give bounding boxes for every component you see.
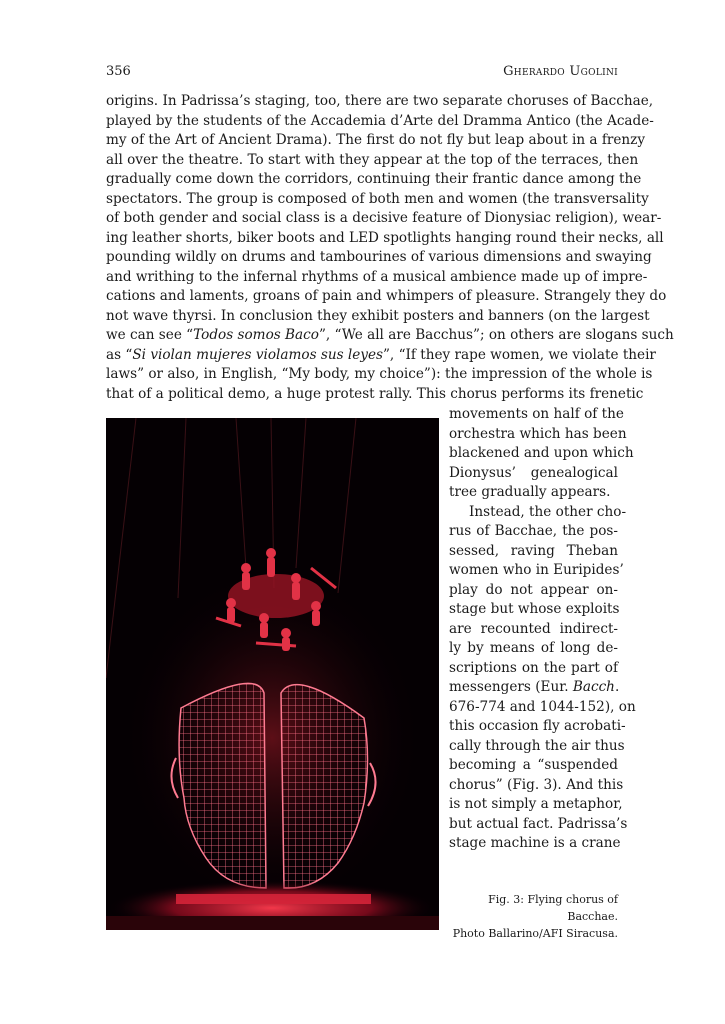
- text-line: ing leather shorts, biker boots and LED spotlights hanging round their necks, all: [106, 229, 664, 246]
- figure-caption: [440, 891, 618, 942]
- text-line: Dionysus’ genealogical: [449, 464, 618, 481]
- text-line: and writhing to the infernal rhythms of a musical ambience made up of impre-: [106, 268, 648, 285]
- text-segment: we can see “: [106, 327, 194, 343]
- text-line: [106, 326, 674, 346]
- text-line: scriptions on the part of: [449, 659, 618, 676]
- text-line: women who in Euripides’: [449, 562, 624, 578]
- text-line: orchestra which has been: [449, 425, 627, 442]
- text-line: ly by means of long de-: [449, 640, 618, 656]
- running-head-author: Gherardo Ugolini: [503, 64, 618, 79]
- text-segment: as “: [106, 346, 133, 363]
- text-line: pounding wildly on drums and tambourines of various dimensions and swaying: [106, 249, 652, 265]
- caption-line: Fig. 3: Flying chorus of Bacchae.: [488, 893, 618, 923]
- text-line: stage machine is a crane: [449, 835, 621, 851]
- text-line: are recounted indirect-: [449, 620, 618, 637]
- text-line: [106, 346, 656, 366]
- text-line: played by the students of the Accademia d’Arte del Dramma Antico (the Acade-: [106, 112, 654, 129]
- text-line: stage but whose exploits: [449, 601, 620, 617]
- text-segment: ”, “We all are Bacchus”; on others are slogans such: [318, 327, 674, 343]
- text-line: of both gender and social class is a decisive feature of Dionysiac religion), wear-: [106, 210, 662, 226]
- text-line: is not simply a metaphor,: [449, 796, 623, 812]
- caption-credit: Photo Ballarino/AFI Siracusa.: [452, 927, 618, 940]
- text-line: blackened and upon which: [449, 445, 634, 461]
- text-line: tree gradually appears.: [449, 484, 611, 500]
- text-line: gradually come down the corridors, continuing their frantic dance among the: [106, 171, 642, 187]
- text-line: sessed, raving Theban: [449, 542, 618, 559]
- text-segment: messengers (Eur.: [449, 679, 573, 695]
- text-line: laws” or also, in English, “My body, my choice”): the impression of the whole is: [106, 366, 653, 382]
- text-line: cally through the air thus: [449, 737, 625, 754]
- text-segment: ”, “If they rape women, we violate their: [382, 346, 656, 363]
- text-line: rus of Bacchae, the pos-: [449, 523, 618, 539]
- text-line: this occasion fly acrobati-: [449, 718, 626, 734]
- text-line: but actual fact. Padrissa’s: [449, 815, 628, 832]
- text-line: not wave thyrsi. In conclusion they exhibit posters and banners (on the largest: [106, 307, 650, 324]
- text-line: [449, 678, 618, 698]
- text-line: that of a political demo, a huge protest rally. This chorus performs its frenetic: [106, 385, 644, 402]
- body-text: [106, 92, 674, 404]
- text-line: chorus” (Fig. 3). And this: [449, 776, 624, 793]
- text-line: cations and laments, groans of pain and whimpers of pleasure. Strangely they do: [106, 288, 667, 304]
- text-line: origins. In Padrissa’s staging, too, there are two separate choruses of Bacchae,: [106, 93, 654, 109]
- text-line: all over the theatre. To start with they appear at the top of the terraces, then: [106, 151, 639, 168]
- text-line: spectators. The group is composed of both men and women (the transversality: [106, 190, 649, 207]
- text-line: movements on half of the: [449, 406, 624, 422]
- text-line: my of the Art of Ancient Drama). The first do not fly but leap about in a frenzy: [106, 132, 646, 148]
- text-line: 676-774 and 1044-152), on: [449, 698, 636, 715]
- abbreviation: Bacch: [572, 679, 615, 695]
- figure-photo: [106, 418, 439, 930]
- text-line: play do not appear on-: [449, 581, 618, 598]
- flying-chorus-photo: [106, 418, 439, 930]
- quoted-slogan: Todos somos Baco: [193, 327, 319, 343]
- quoted-slogan: Si violan mujeres violamos sus leyes: [132, 346, 383, 363]
- text-line: Instead, the other cho-: [469, 503, 627, 520]
- side-column-text: [449, 405, 636, 854]
- text-line: becoming a “suspended: [449, 757, 618, 773]
- page-number: 356: [106, 64, 131, 79]
- text-segment: .: [614, 679, 620, 695]
